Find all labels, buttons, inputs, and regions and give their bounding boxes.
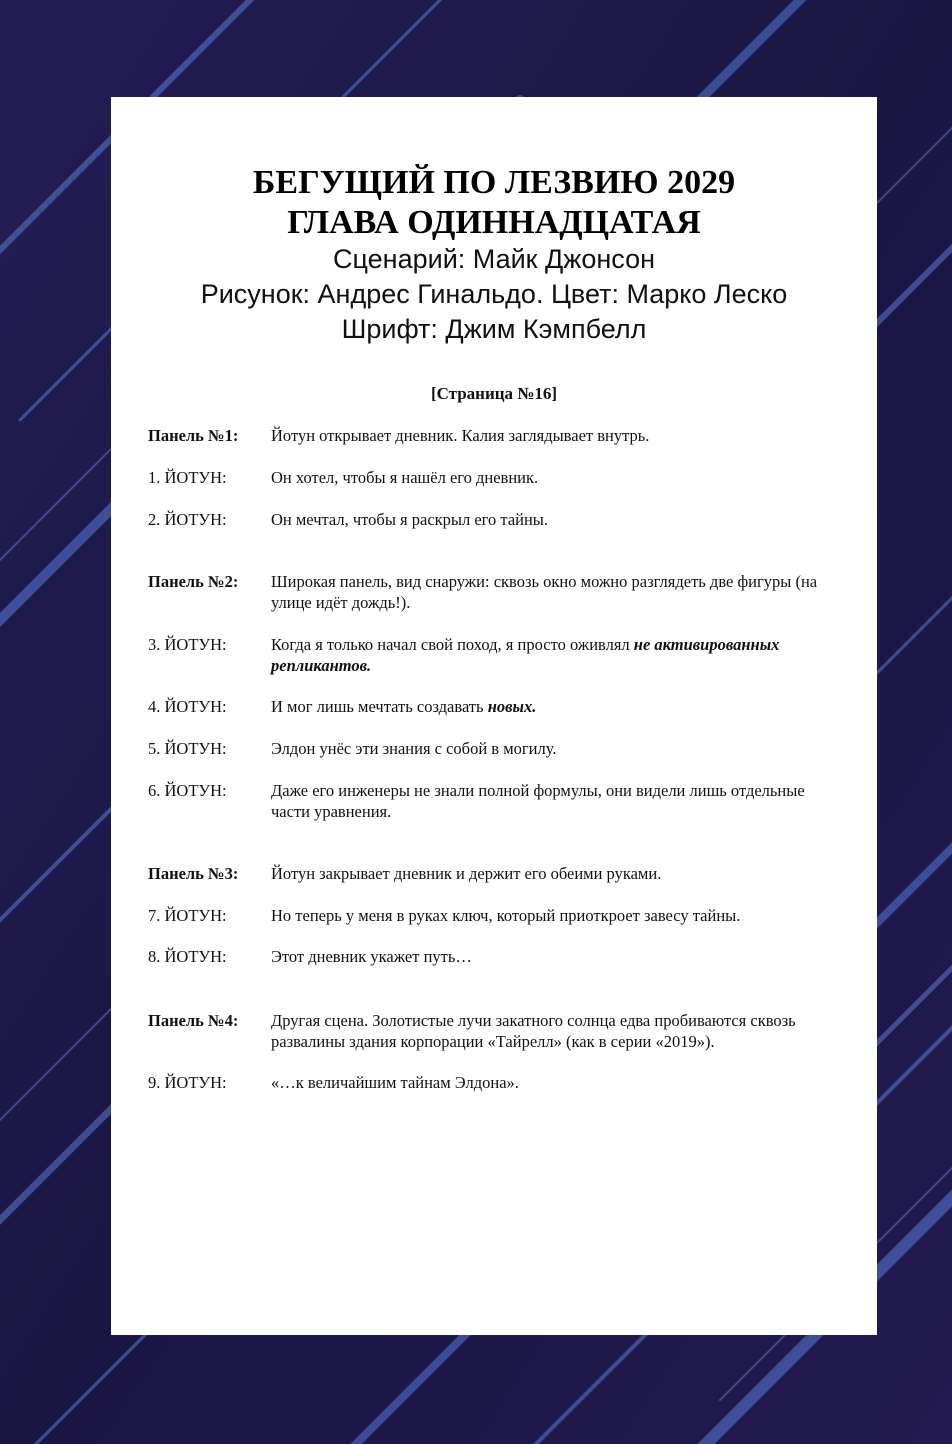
script-page [111, 97, 877, 1335]
credit-art: Рисунок: Андрес Гинальдо. Цвет: Марко Леско [200, 279, 788, 309]
panel-description: Йотун закрывает дневник и держит его обеими руками. [271, 864, 662, 883]
dialogue-plain: Когда я только начал свой поход, я просто оживлял [271, 635, 634, 654]
dialogue-plain: И мог лишь мечтать создавать [271, 697, 488, 716]
dialogue-text: Этот дневник укажет путь… [271, 947, 472, 966]
dialogue-text [271, 696, 846, 717]
page-number-label: [Страница №16] [430, 384, 558, 403]
dialogue-text: Элдон унёс эти знания с собой в могилу. [271, 739, 557, 758]
title-line-1: БЕГУЩИЙ ПО ЛЕЗВИЮ 2029 [252, 164, 736, 201]
speaker-label: 8. ЙОТУН: [148, 947, 227, 966]
dialogue-text: Он мечтал, чтобы я раскрыл его тайны. [271, 510, 549, 529]
speaker-label: 2. ЙОТУН: [148, 510, 227, 529]
panel-label: Панель №2: [148, 572, 239, 591]
dialogue-text: Даже его инженеры не знали полной формулы, они видели лишь отдельные части уравнения. [271, 781, 805, 821]
speaker-label: 5. ЙОТУН: [148, 739, 227, 758]
title-line-2: ГЛАВА ОДИННАДЦАТАЯ [287, 204, 701, 241]
credit-letters: Шрифт: Джим Кэмпбелл [341, 314, 647, 344]
dialogue-emphasis: новых. [487, 697, 537, 716]
speaker-label: 9. ЙОТУН: [148, 1073, 227, 1092]
speaker-label: 4. ЙОТУН: [148, 697, 227, 716]
panel-label: Панель №4: [148, 1011, 239, 1030]
speaker-label: 3. ЙОТУН: [148, 635, 227, 654]
panel-description: Широкая панель, вид снаружи: сквозь окно можно разглядеть две фигуры (на улице идёт дождь!). [271, 572, 818, 612]
speaker-label: 1. ЙОТУН: [148, 468, 227, 487]
panel-label: Панель №3: [148, 864, 239, 883]
dialogue-text: Он хотел, чтобы я нашёл его дневник. [271, 468, 539, 487]
dialogue-text: «…к величайшим тайнам Элдона». [271, 1073, 519, 1092]
dialogue-text [271, 634, 846, 676]
credit-script: Сценарий: Майк Джонсон [333, 244, 655, 274]
panel-label: Панель №1: [148, 426, 239, 445]
dialogue-text: Но теперь у меня в руках ключ, который приоткроет завесу тайны. [271, 906, 741, 925]
panel-description: Другая сцена. Золотистые лучи закатного солнца едва пробиваются сквозь развалины здания корпорации «Тайрелл» (как в серии «2019»). [271, 1011, 796, 1051]
panel-description: Йотун открывает дневник. Калия заглядывает внутрь. [271, 426, 650, 445]
speaker-label: 6. ЙОТУН: [148, 781, 227, 800]
speaker-label: 7. ЙОТУН: [148, 906, 227, 925]
dialogue-emphasis: не активированных репликантов. [271, 635, 780, 675]
